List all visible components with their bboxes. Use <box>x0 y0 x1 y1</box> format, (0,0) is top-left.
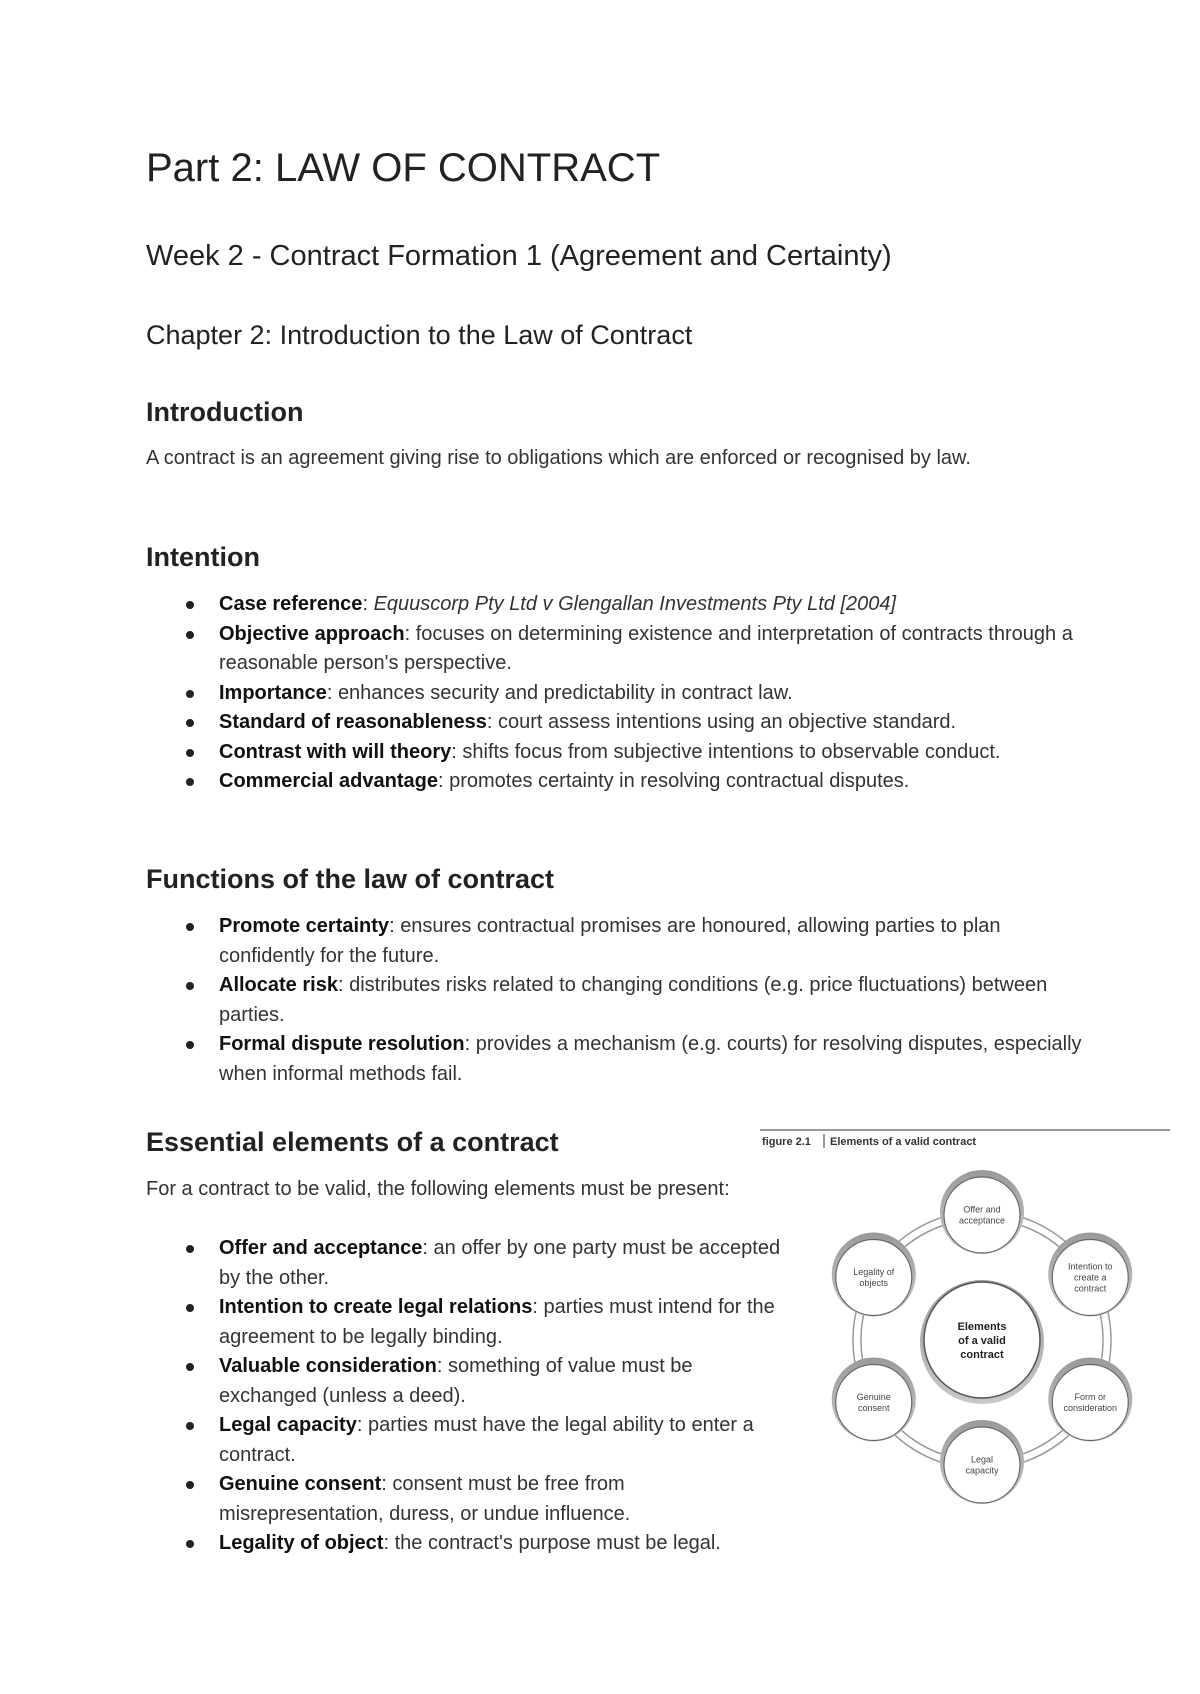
list-item <box>146 971 1086 1030</box>
elements-heading: Essential elements of a contract <box>146 1127 559 1157</box>
node-label: Genuine <box>856 1392 891 1402</box>
term-separator: : <box>437 770 450 792</box>
node-label: create a <box>1073 1272 1107 1283</box>
list-item <box>146 590 1086 620</box>
node-label: acceptance <box>958 1215 1006 1226</box>
term-separator: : <box>337 974 350 996</box>
center-label: of a valid <box>958 1335 1006 1347</box>
term: Importance <box>219 681 327 704</box>
list-item <box>146 1470 786 1529</box>
introduction-text: A contract is an agreement giving rise to obligations which are enforced or recognised by law. <box>146 447 971 469</box>
elements-figure <box>760 1128 1170 1508</box>
term: Commercial advantage <box>219 770 438 792</box>
node-label: objects <box>859 1278 889 1288</box>
term-separator: : <box>422 1237 434 1259</box>
list-item <box>146 767 1086 797</box>
center-label: contract <box>960 1349 1004 1361</box>
term: Allocate risk <box>219 974 338 996</box>
description: consent must be free from misrepresentation, duress, or undue influence. <box>219 1473 631 1525</box>
term-separator: : <box>362 593 374 615</box>
term: Genuine consent <box>219 1473 382 1495</box>
node-label: Offer and <box>963 1204 1001 1215</box>
elements-diagram <box>760 1128 1170 1508</box>
term: Formal dispute resolution <box>219 1033 465 1055</box>
term-separator: : <box>383 1532 395 1554</box>
node-label: contract <box>1074 1283 1107 1294</box>
list-item <box>146 620 1086 679</box>
term: Intention to create legal relations <box>219 1296 533 1318</box>
term-separator: : <box>356 1414 368 1436</box>
term-separator: : <box>389 915 401 937</box>
week-heading: Week 2 - Contract Formation 1 (Agreement and Certainty) <box>146 240 892 272</box>
term-separator: : <box>436 1355 448 1377</box>
description: parties must have the legal ability to enter a contract. <box>219 1414 754 1466</box>
case-citation: Equuscorp Pty Ltd v Glengallan Investments Pty Ltd [2004] <box>373 593 897 615</box>
intention-heading: Intention <box>146 542 260 572</box>
term: Legality of object <box>219 1532 384 1554</box>
list-item <box>146 912 1086 971</box>
intention-list <box>146 590 1086 797</box>
term-separator: : <box>486 711 498 733</box>
description: something of value must be exchanged (unless a deed). <box>219 1355 693 1407</box>
term: Objective approach <box>219 622 405 645</box>
node-label: Legality of <box>853 1267 895 1277</box>
list-item <box>146 1529 786 1559</box>
chapter-heading: Chapter 2: Introduction to the Law of Contract <box>146 320 693 350</box>
description: promotes certainty in resolving contractual disputes. <box>449 770 910 792</box>
list-item <box>146 1234 786 1293</box>
description: the contract's purpose must be legal. <box>394 1532 721 1554</box>
description: an offer by one party must be accepted by the other. <box>219 1237 781 1289</box>
node-label: consent <box>857 1403 890 1413</box>
node-label: Intention to <box>1067 1261 1113 1272</box>
center-label: Elements <box>957 1321 1007 1333</box>
term: Offer and acceptance <box>219 1237 423 1259</box>
term: Case reference <box>219 593 363 615</box>
diagram-group <box>832 1170 1133 1504</box>
node-label: capacity <box>965 1465 999 1476</box>
functions-list <box>146 912 1086 1089</box>
list-item <box>146 1352 786 1411</box>
term-separator: : <box>464 1033 476 1055</box>
description: parties must intend for the agreement to be legally binding. <box>219 1296 775 1348</box>
description: ensures contractual promises are honoured, allowing parties to plan confidently for the future. <box>219 915 1001 967</box>
page-title: Part 2: LAW OF CONTRACT <box>146 146 661 190</box>
elements-list <box>146 1234 786 1559</box>
term-separator: : <box>451 740 463 763</box>
list-item <box>146 1411 786 1470</box>
introduction-heading: Introduction <box>146 397 304 427</box>
node-label: consideration <box>1063 1403 1118 1413</box>
list-item <box>146 679 1086 709</box>
list-item <box>146 1030 1086 1089</box>
figure-caption: Elements of a valid contract <box>830 1136 977 1148</box>
list-item <box>146 708 1086 738</box>
description: distributes risks related to changing conditions (e.g. price fluctuations) between parties. <box>219 974 1048 1026</box>
term: Promote certainty <box>219 915 390 937</box>
description: provides a mechanism (e.g. courts) for resolving disputes, especially when informal methods fail. <box>219 1033 1082 1085</box>
list-item <box>146 738 1086 768</box>
term-separator: : <box>532 1296 544 1318</box>
functions-heading: Functions of the law of contract <box>146 864 555 894</box>
term-separator: : <box>326 681 338 704</box>
term-separator: : <box>404 622 416 645</box>
elements-intro: For a contract to be valid, the following elements must be present: <box>146 1178 730 1200</box>
term: Valuable consideration <box>219 1355 437 1377</box>
figure-label: figure 2.1 <box>762 1136 811 1148</box>
description: enhances security and predictability in contract law. <box>337 681 793 704</box>
term: Standard of reasonableness <box>219 711 487 733</box>
description: focuses on determining existence and interpretation of contracts through a reasonable person's perspective. <box>219 622 1073 674</box>
description: shifts focus from subjective intentions to observable conduct. <box>462 740 1001 763</box>
list-item <box>146 1293 786 1352</box>
node-label: Legal <box>970 1454 994 1465</box>
term-separator: : <box>381 1473 393 1495</box>
node-label: Form or <box>1074 1392 1107 1402</box>
term: Contrast with will theory <box>219 740 452 763</box>
description: court assess intentions using an objective standard. <box>498 711 957 733</box>
term: Legal capacity <box>219 1414 357 1436</box>
